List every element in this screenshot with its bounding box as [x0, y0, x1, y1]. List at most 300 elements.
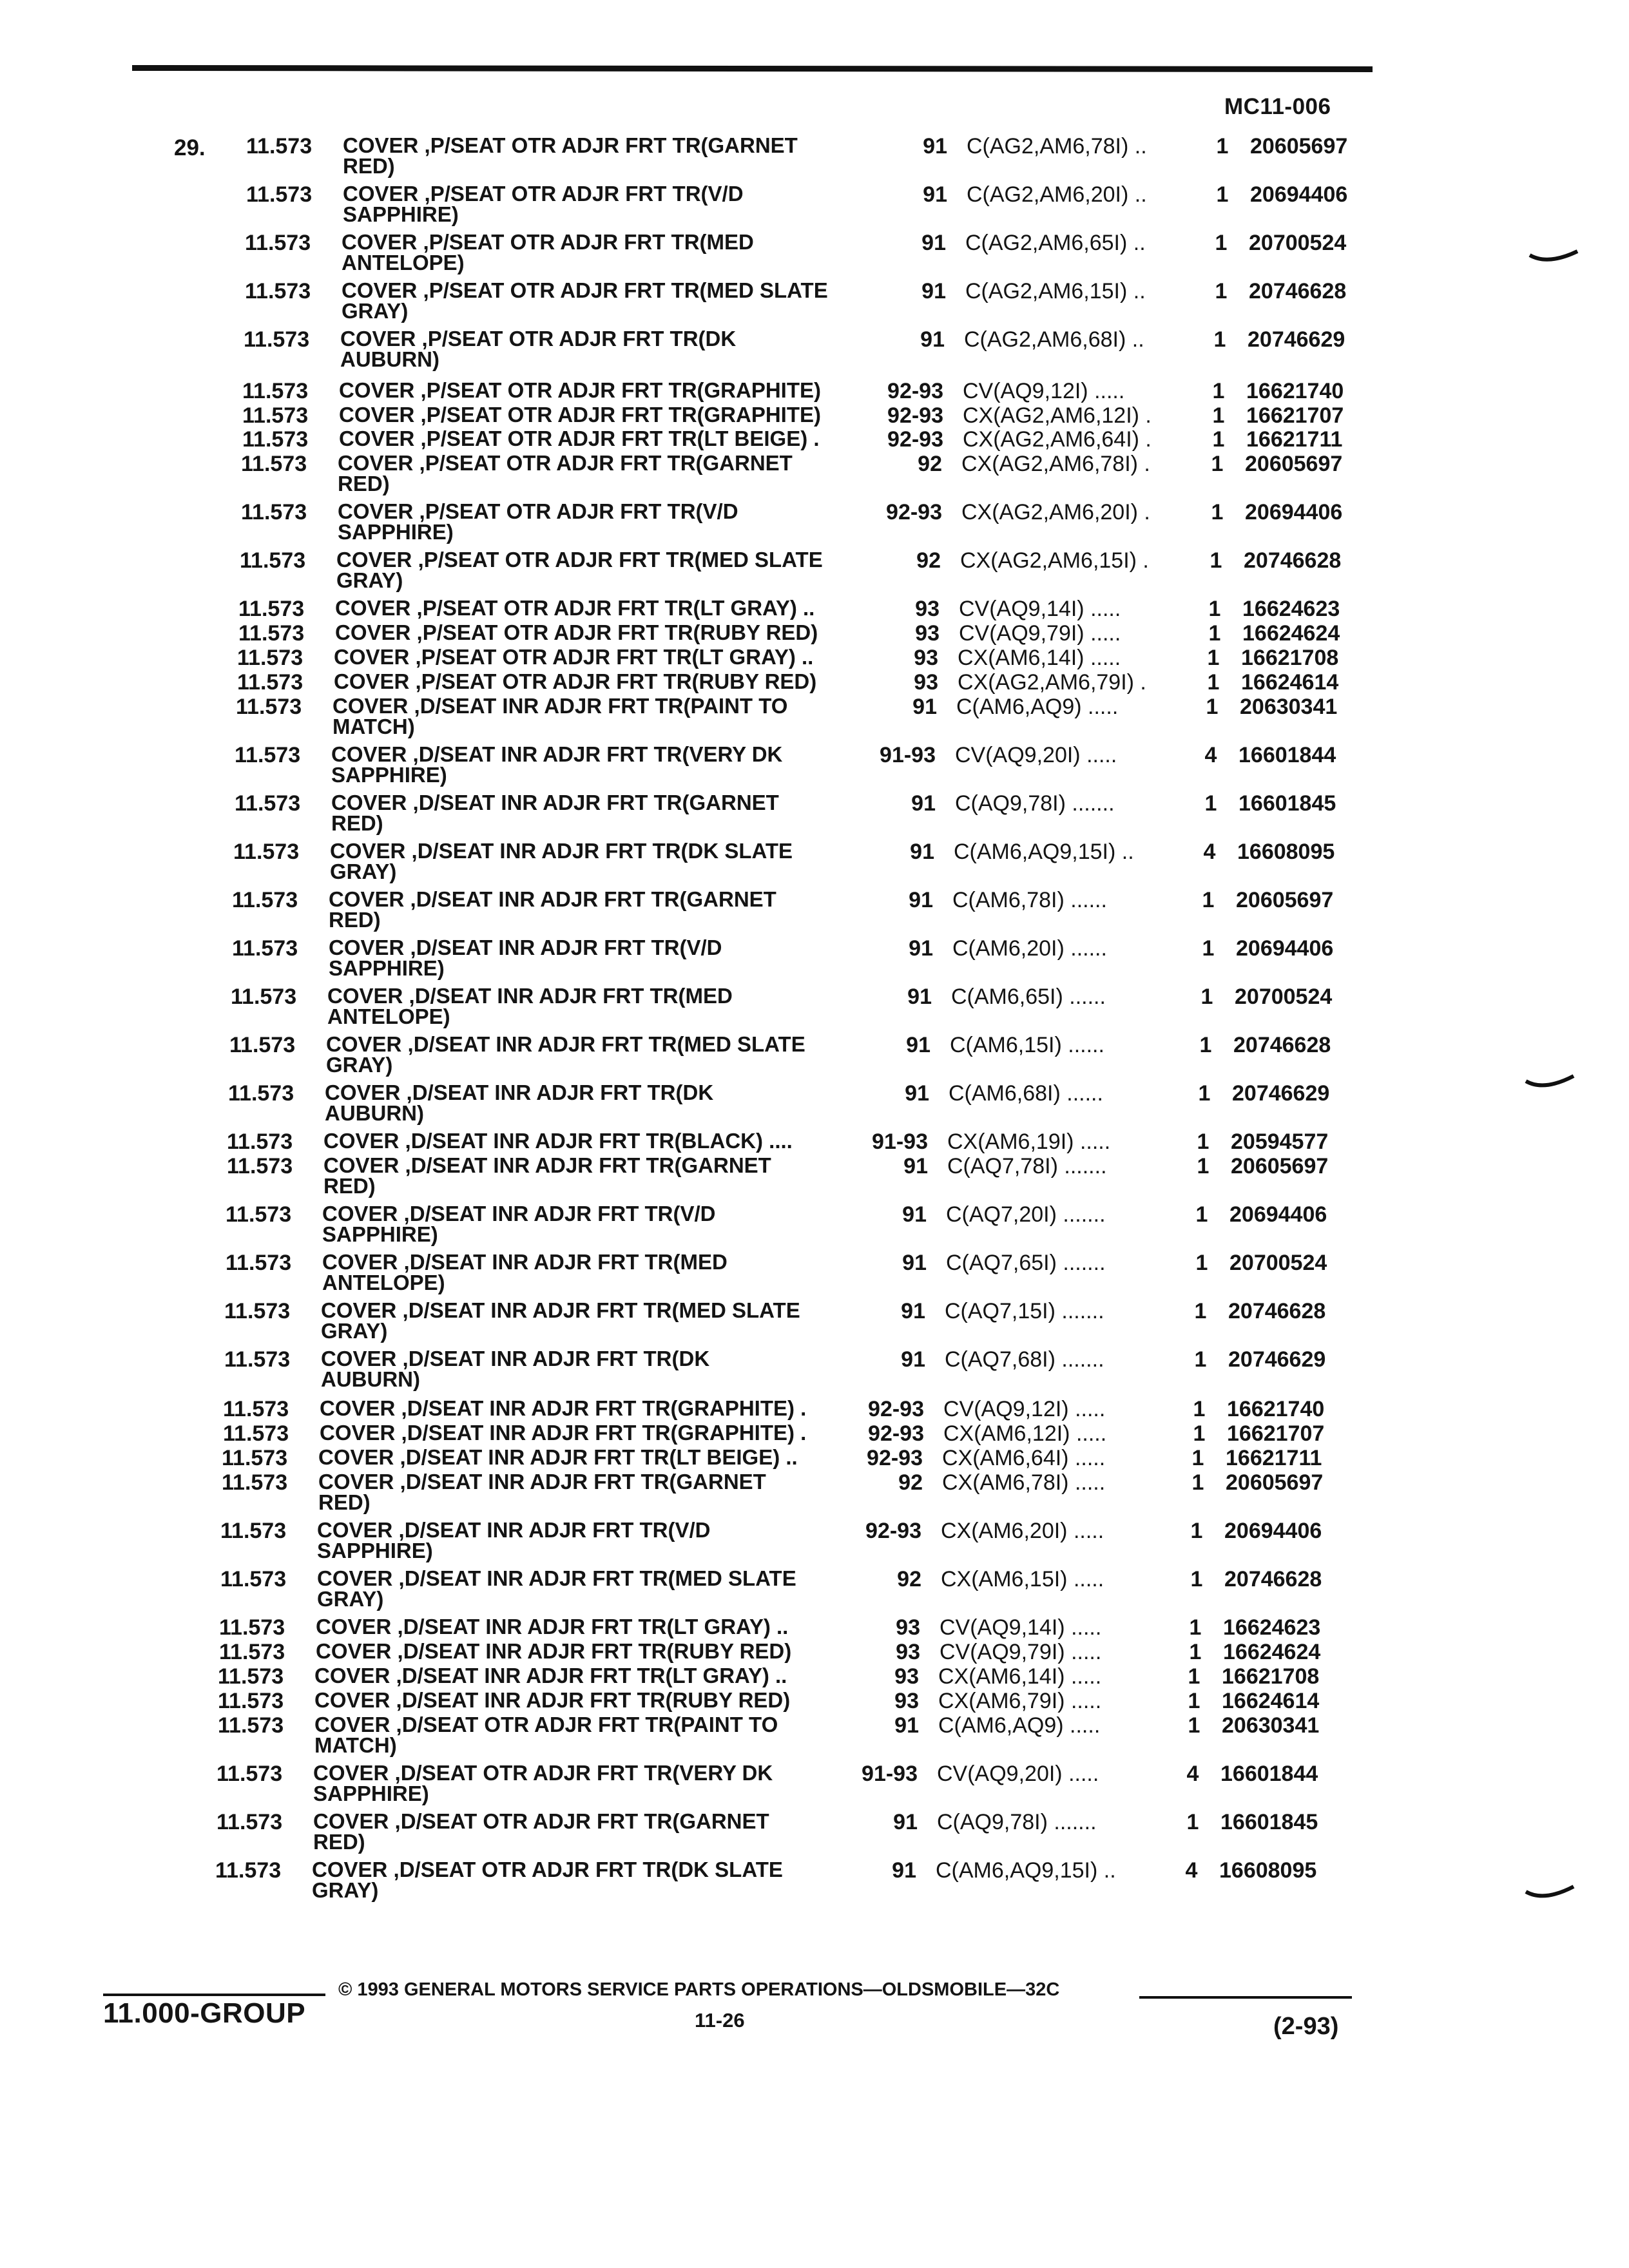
quantity: 1	[1193, 1397, 1206, 1421]
ref-number: 11.573	[241, 452, 307, 476]
usage-code: C(AM6,AQ9) .....	[938, 1713, 1101, 1738]
part-description: COVER ,D/SEAT INR ADJR FRT TR(DK AUBURN)	[325, 1081, 714, 1125]
part-description: COVER ,D/SEAT INR ADJR FRT TR(V/D SAPPHIRE)	[329, 936, 722, 980]
part-number: 16624623	[1223, 1615, 1321, 1640]
quantity: 1	[1215, 279, 1228, 303]
quantity: 1	[1197, 1129, 1210, 1154]
ref-number: 11.573	[226, 1251, 292, 1275]
part-number: 16601844	[1220, 1762, 1318, 1786]
model-years: 91	[901, 1299, 925, 1323]
model-years: 93	[915, 621, 940, 646]
parts-row	[0, 1518, 1629, 1562]
part-number: 20700524	[1249, 231, 1347, 255]
ref-number: 11.573	[237, 646, 304, 670]
ref-number: 11.573	[220, 1519, 287, 1543]
model-years: 91	[907, 985, 932, 1009]
usage-code: CX(AM6,15I) .....	[941, 1567, 1104, 1591]
quantity: 1	[1211, 452, 1224, 476]
part-description: COVER ,P/SEAT OTR ADJR FRT TR(LT GRAY) ..	[334, 645, 814, 669]
part-number: 20605697	[1231, 1154, 1329, 1178]
part-number: 20746628	[1244, 548, 1342, 573]
usage-code: CX(AG2,AM6,20I) .	[961, 500, 1150, 524]
quantity: 1	[1188, 1689, 1200, 1713]
model-years: 92	[916, 548, 941, 573]
part-number: 20630341	[1222, 1713, 1320, 1738]
usage-code: CX(AM6,14I) .....	[958, 646, 1121, 670]
ref-number: 11.573	[227, 1154, 293, 1178]
ref-number: 11.573	[242, 403, 309, 428]
model-years: 91-93	[880, 743, 936, 767]
ref-number: 11.573	[241, 500, 307, 524]
model-years: 92-93	[887, 427, 943, 452]
model-years: 91	[901, 1347, 925, 1372]
part-description: COVER ,D/SEAT INR ADJR FRT TR(GRAPHITE) .	[320, 1396, 807, 1420]
part-description: COVER ,P/SEAT OTR ADJR FRT TR(GRAPHITE)	[339, 403, 822, 427]
parts-row	[0, 1761, 1629, 1805]
model-years: 91	[892, 1858, 916, 1883]
quantity: 1	[1208, 621, 1221, 646]
part-description: COVER ,D/SEAT INR ADJR FRT TR(LT GRAY) ..	[316, 1615, 789, 1639]
part-number: 20630341	[1240, 695, 1338, 719]
model-years: 91	[911, 791, 936, 816]
part-description: COVER ,D/SEAT INR ADJR FRT TR(MED SLATE GRAY)	[321, 1298, 800, 1343]
quantity: 1	[1194, 1347, 1207, 1372]
model-years: 92-93	[887, 403, 943, 428]
margin-tick-mark	[1525, 1881, 1570, 1901]
usage-code: C(AG2,AM6,68I) ..	[964, 327, 1144, 352]
quantity: 1	[1190, 1567, 1203, 1591]
quantity: 1	[1190, 1519, 1203, 1543]
part-number: 16621708	[1222, 1664, 1320, 1689]
part-description: COVER ,D/SEAT OTR ADJR FRT TR(DK SLATE GRAY)	[312, 1858, 783, 1902]
quantity: 1	[1191, 1446, 1204, 1470]
ref-number: 11.573	[238, 621, 305, 646]
quantity: 1	[1194, 1299, 1207, 1323]
ref-number: 11.573	[219, 1615, 285, 1640]
model-years: 92	[898, 1470, 923, 1495]
quantity: 4	[1186, 1762, 1199, 1786]
part-description: COVER ,P/SEAT OTR ADJR FRT TR(RUBY RED)	[334, 669, 817, 693]
model-years: 92	[918, 452, 942, 476]
footer-page-number: 11-26	[695, 2009, 745, 2032]
usage-code: CX(AM6,14I) .....	[938, 1664, 1102, 1689]
parts-row	[0, 1250, 1629, 1294]
parts-row	[0, 548, 1629, 592]
part-description: COVER ,D/SEAT INR ADJR FRT TR(VERY DK SAPPHIRE)	[331, 742, 783, 787]
model-years: 91	[893, 1810, 918, 1834]
part-number: 16601844	[1239, 743, 1336, 767]
part-description: COVER ,D/SEAT OTR ADJR FRT TR(GARNET RED)	[313, 1809, 769, 1854]
ref-number: 11.573	[246, 134, 313, 159]
parts-row	[0, 230, 1629, 274]
part-number: 20694406	[1224, 1519, 1322, 1543]
part-description: COVER ,D/SEAT INR ADJR FRT TR(LT GRAY) ..	[314, 1664, 787, 1687]
ref-number: 11.573	[231, 985, 297, 1009]
part-description: COVER ,P/SEAT OTR ADJR FRT TR(MED SLATE GRAY)	[342, 278, 828, 323]
ref-number: 11.573	[219, 1640, 285, 1664]
parts-row	[0, 451, 1629, 495]
part-description: COVER ,D/SEAT OTR ADJR FRT TR(VERY DK SAPPHIRE)	[313, 1761, 773, 1805]
part-description: COVER ,D/SEAT OTR ADJR FRT TR(PAINT TO MATCH)	[314, 1713, 778, 1757]
part-number: 20746628	[1228, 1299, 1326, 1323]
model-years: 91	[909, 888, 933, 912]
quantity: 1	[1189, 1640, 1202, 1664]
part-description: COVER ,P/SEAT OTR ADJR FRT TR(GRAPHITE)	[339, 378, 822, 402]
ref-number: 11.573	[240, 548, 306, 573]
ref-number: 11.573	[217, 1762, 283, 1786]
model-years: 91	[906, 1033, 930, 1057]
usage-code: CV(AQ9,20I) .....	[955, 743, 1117, 767]
usage-code: C(AG2,AM6,20I) ..	[967, 182, 1147, 207]
model-years: 91	[921, 231, 946, 255]
quantity: 1	[1216, 182, 1229, 207]
usage-code: CX(AM6,64I) .....	[942, 1446, 1106, 1470]
parts-row	[0, 791, 1629, 835]
quantity: 1	[1202, 888, 1215, 912]
quantity: 1	[1193, 1421, 1206, 1446]
parts-row	[0, 1713, 1629, 1757]
part-number: 20700524	[1229, 1251, 1327, 1275]
usage-code: C(AQ7,65I) .......	[946, 1251, 1106, 1275]
footer-rule-left	[103, 1994, 325, 1996]
usage-code: C(AQ9,78I) .......	[937, 1810, 1097, 1834]
ref-number: 11.573	[245, 231, 311, 255]
quantity: 1	[1212, 403, 1225, 428]
parts-row	[0, 182, 1629, 226]
quantity: 1	[1212, 427, 1225, 452]
quantity: 1	[1207, 670, 1220, 695]
model-years: 92	[897, 1567, 921, 1591]
part-description: COVER ,D/SEAT INR ADJR FRT TR(LT BEIGE) ..	[318, 1445, 798, 1469]
footer-date-code: (2-93)	[1273, 2013, 1339, 2040]
ref-number: 11.573	[229, 1033, 296, 1057]
ref-number: 11.573	[244, 327, 310, 352]
parts-row	[0, 887, 1629, 932]
ref-number: 11.573	[215, 1858, 282, 1883]
part-description: COVER ,P/SEAT OTR ADJR FRT TR(LT GRAY) ..	[335, 596, 815, 620]
ref-number: 11.573	[236, 695, 302, 719]
usage-code: CX(AG2,AM6,79I) .	[958, 670, 1146, 695]
parts-row	[0, 742, 1629, 787]
ref-number: 11.573	[238, 597, 305, 621]
model-years: 93	[894, 1689, 919, 1713]
part-description: COVER ,P/SEAT OTR ADJR FRT TR(GARNET RED)	[338, 451, 793, 495]
usage-code: C(AG2,AM6,65I) ..	[965, 231, 1146, 255]
model-years: 92-93	[867, 1446, 923, 1470]
usage-code: C(AM6,78I) ......	[952, 888, 1107, 912]
part-number: 20694406	[1229, 1202, 1327, 1227]
part-description: COVER ,P/SEAT OTR ADJR FRT TR(RUBY RED)	[335, 620, 818, 644]
parts-row	[0, 1153, 1629, 1198]
part-description: COVER ,D/SEAT INR ADJR FRT TR(MED SLATE GRAY)	[317, 1566, 796, 1611]
part-description: COVER ,D/SEAT INR ADJR FRT TR(MED ANTELOPE)	[322, 1250, 728, 1294]
part-number: 20700524	[1235, 985, 1333, 1009]
ref-number: 11.573	[242, 379, 309, 403]
ref-number: 11.573	[246, 182, 313, 207]
usage-code: CV(AQ9,12I) .....	[943, 1397, 1106, 1421]
ref-number: 11.573	[237, 670, 304, 695]
parts-row	[0, 1298, 1629, 1343]
quantity: 1	[1212, 379, 1225, 403]
usage-code: CX(AG2,AM6,78I) .	[961, 452, 1150, 476]
part-number: 20746629	[1248, 327, 1345, 352]
parts-row	[0, 694, 1629, 738]
part-number: 16621707	[1227, 1421, 1325, 1446]
model-years: 91	[909, 936, 933, 961]
ref-number: 11.573	[227, 1129, 293, 1154]
usage-code: CV(AQ9,79I) .....	[940, 1640, 1102, 1664]
usage-code: C(AM6,15I) ......	[950, 1033, 1104, 1057]
usage-code: CV(AQ9,20I) .....	[937, 1762, 1099, 1786]
footer-copyright: © 1993 GENERAL MOTORS SERVICE PARTS OPERATIONS—OLDSMOBILE—32C	[338, 1979, 1060, 2000]
quantity: 1	[1186, 1810, 1199, 1834]
quantity: 1	[1215, 231, 1228, 255]
model-years: 91	[912, 695, 937, 719]
ref-number: 11.573	[223, 1397, 289, 1421]
usage-code: C(AG2,AM6,15I) ..	[965, 279, 1146, 303]
usage-code: CV(AQ9,12I) .....	[963, 379, 1125, 403]
ref-number: 11.573	[220, 1567, 287, 1591]
model-years: 91	[923, 182, 947, 207]
page-code: MC11-006	[1224, 94, 1331, 119]
part-number: 16624614	[1222, 1689, 1320, 1713]
parts-row	[0, 327, 1629, 371]
usage-code: CV(AQ9,14I) .....	[959, 597, 1121, 621]
part-number: 16621707	[1246, 403, 1344, 428]
part-description: COVER ,P/SEAT OTR ADJR FRT TR(V/D SAPPHIRE)	[338, 499, 738, 544]
quantity: 4	[1185, 1858, 1198, 1883]
part-description: COVER ,P/SEAT OTR ADJR FRT TR(MED ANTELOPE)	[342, 230, 754, 274]
usage-code: C(AQ7,20I) .......	[946, 1202, 1106, 1227]
model-years: 93	[896, 1615, 920, 1640]
usage-code: CX(AM6,12I) .....	[943, 1421, 1107, 1446]
model-years: 92-93	[868, 1397, 924, 1421]
quantity: 1	[1195, 1251, 1208, 1275]
part-number: 16621711	[1246, 427, 1343, 452]
model-years: 93	[894, 1664, 919, 1689]
quantity: 1	[1188, 1713, 1200, 1738]
model-years: 93	[896, 1640, 920, 1664]
part-number: 16621711	[1226, 1446, 1322, 1470]
footer-group-label: 11.000-GROUP	[103, 1997, 306, 2029]
part-number: 20605697	[1236, 888, 1334, 912]
part-description: COVER ,D/SEAT INR ADJR FRT TR(V/D SAPPHIRE)	[317, 1518, 711, 1562]
model-years: 91	[903, 1154, 928, 1178]
part-number: 20746628	[1249, 279, 1347, 303]
quantity: 4	[1204, 743, 1217, 767]
usage-code: CX(AG2,AM6,64I) .	[963, 427, 1152, 452]
usage-code: C(AM6,AQ9,15I) ..	[936, 1858, 1116, 1883]
quantity: 1	[1200, 985, 1213, 1009]
model-years: 91	[910, 840, 934, 864]
ref-number: 11.573	[217, 1810, 283, 1834]
model-years: 93	[914, 646, 938, 670]
part-description: COVER ,P/SEAT OTR ADJR FRT TR(MED SLATE GRAY)	[336, 548, 823, 592]
ref-number: 11.573	[233, 840, 300, 864]
part-description: COVER ,D/SEAT INR ADJR FRT TR(GARNET RED)	[318, 1470, 766, 1514]
part-number: 20605697	[1250, 134, 1348, 159]
margin-tick-mark	[1528, 244, 1574, 263]
model-years: 91	[894, 1713, 919, 1738]
ref-number: 11.573	[224, 1347, 291, 1372]
parts-row	[0, 984, 1629, 1028]
usage-code: CX(AG2,AM6,15I) .	[960, 548, 1149, 573]
part-number: 20746628	[1233, 1033, 1331, 1057]
part-number: 16621708	[1241, 646, 1339, 670]
part-number: 16621740	[1227, 1397, 1325, 1421]
part-description: COVER ,P/SEAT OTR ADJR FRT TR(V/D SAPPHIRE)	[343, 182, 744, 226]
model-years: 93	[914, 670, 938, 695]
part-number: 16624623	[1242, 597, 1340, 621]
ref-number: 11.573	[226, 1202, 292, 1227]
ref-number: 11.573	[242, 427, 309, 452]
part-number: 16608095	[1219, 1858, 1317, 1883]
usage-code: CX(AG2,AM6,12I) .	[963, 403, 1152, 428]
quantity: 4	[1203, 840, 1216, 864]
ref-number: 11.573	[222, 1446, 288, 1470]
ref-number: 11.573	[222, 1470, 288, 1495]
quantity: 1	[1197, 1154, 1210, 1178]
model-years: 91	[921, 279, 946, 303]
part-number: 20746628	[1224, 1567, 1322, 1591]
part-description: COVER ,D/SEAT INR ADJR FRT TR(MED SLATE GRAY)	[326, 1032, 805, 1077]
usage-code: C(AQ7,78I) .......	[947, 1154, 1107, 1178]
part-description: COVER ,D/SEAT INR ADJR FRT TR(DK AUBURN)	[321, 1347, 710, 1391]
model-years: 91-93	[862, 1762, 918, 1786]
parts-row	[0, 1858, 1629, 1902]
part-number: 20605697	[1245, 452, 1343, 476]
quantity: 1	[1189, 1615, 1202, 1640]
part-description: COVER ,D/SEAT INR ADJR FRT TR(DK SLATE GRAY)	[330, 839, 793, 883]
usage-code: CV(AQ9,14I) .....	[940, 1615, 1102, 1640]
model-years: 92-93	[865, 1519, 921, 1543]
model-years: 91	[902, 1202, 927, 1227]
quantity: 1	[1199, 1033, 1212, 1057]
parts-row	[0, 1347, 1629, 1391]
model-years: 92-93	[868, 1421, 924, 1446]
part-description: COVER ,D/SEAT INR ADJR FRT TR(MED ANTELOPE)	[327, 984, 733, 1028]
part-description: COVER ,D/SEAT INR ADJR FRT TR(RUBY RED)	[316, 1639, 792, 1663]
usage-code: C(AQ7,15I) .......	[945, 1299, 1104, 1323]
part-description: COVER ,D/SEAT INR ADJR FRT TR(RUBY RED)	[314, 1688, 791, 1712]
ref-number: 11.573	[232, 888, 298, 912]
part-number: 20694406	[1250, 182, 1348, 207]
part-description: COVER ,P/SEAT OTR ADJR FRT TR(DK AUBURN)	[340, 327, 737, 371]
ref-number: 11.573	[218, 1689, 284, 1713]
ref-number: 11.573	[218, 1713, 284, 1738]
quantity: 1	[1206, 695, 1219, 719]
usage-code: C(AQ9,78I) .......	[955, 791, 1115, 816]
quantity: 1	[1216, 134, 1229, 159]
quantity: 1	[1202, 936, 1215, 961]
quantity: 1	[1188, 1664, 1200, 1689]
part-description: COVER ,D/SEAT INR ADJR FRT TR(GRAPHITE) .	[320, 1421, 807, 1445]
parts-row	[0, 1032, 1629, 1077]
parts-row	[0, 1081, 1629, 1125]
quantity: 1	[1195, 1202, 1208, 1227]
parts-row	[0, 133, 1629, 178]
part-number: 16608095	[1237, 840, 1335, 864]
usage-code: C(AM6,65I) ......	[951, 985, 1106, 1009]
part-number: 16601845	[1239, 791, 1336, 816]
ref-number: 11.573	[235, 743, 301, 767]
ref-number: 11.573	[223, 1421, 289, 1446]
parts-row	[0, 1202, 1629, 1246]
ref-number: 11.573	[232, 936, 298, 961]
model-years: 91-93	[872, 1129, 928, 1154]
usage-code: C(AM6,20I) ......	[952, 936, 1107, 961]
ref-number: 11.573	[245, 279, 311, 303]
part-number: 16601845	[1220, 1810, 1318, 1834]
quantity: 1	[1213, 327, 1226, 352]
model-years: 92-93	[887, 379, 943, 403]
quantity: 1	[1210, 548, 1222, 573]
usage-code: CX(AM6,19I) .....	[947, 1129, 1111, 1154]
usage-code: CX(AM6,78I) .....	[942, 1470, 1106, 1495]
margin-tick-mark	[1525, 1071, 1570, 1090]
part-description: COVER ,D/SEAT INR ADJR FRT TR(BLACK) ....	[323, 1129, 793, 1153]
ref-number: 11.573	[218, 1664, 284, 1689]
model-years: 92-93	[886, 500, 942, 524]
parts-row	[0, 1470, 1629, 1514]
footer-rule-right	[1139, 1996, 1352, 1999]
model-years: 91	[905, 1081, 929, 1106]
part-number: 20746629	[1228, 1347, 1326, 1372]
parts-row	[0, 839, 1629, 883]
section-item-number: 29.	[174, 135, 206, 160]
part-description: COVER ,D/SEAT INR ADJR FRT TR(GARNET RED)	[323, 1153, 771, 1198]
parts-row	[0, 1809, 1629, 1854]
parts-row	[0, 936, 1629, 980]
part-description: COVER ,P/SEAT OTR ADJR FRT TR(GARNET RED)	[343, 133, 798, 178]
part-description: COVER ,P/SEAT OTR ADJR FRT TR(LT BEIGE) .	[339, 427, 820, 450]
ref-number: 11.573	[224, 1299, 291, 1323]
part-number: 16624624	[1223, 1640, 1321, 1664]
model-years: 93	[915, 597, 940, 621]
model-years: 91	[902, 1251, 927, 1275]
usage-code: C(AM6,68I) ......	[949, 1081, 1103, 1106]
part-description: COVER ,D/SEAT INR ADJR FRT TR(PAINT TO MATCH)	[333, 694, 788, 738]
usage-code: CV(AQ9,79I) .....	[959, 621, 1121, 646]
usage-code: CX(AM6,79I) .....	[938, 1689, 1102, 1713]
model-years: 91	[920, 327, 945, 352]
ref-number: 11.573	[228, 1081, 294, 1106]
usage-code: C(AQ7,68I) .......	[945, 1347, 1104, 1372]
quantity: 1	[1208, 597, 1221, 621]
usage-code: C(AM6,AQ9) .....	[956, 695, 1119, 719]
ref-number: 11.573	[235, 791, 301, 816]
part-number: 20594577	[1231, 1129, 1329, 1154]
part-number: 20694406	[1236, 936, 1334, 961]
quantity: 1	[1198, 1081, 1211, 1106]
part-number: 16624614	[1241, 670, 1339, 695]
part-description: COVER ,D/SEAT INR ADJR FRT TR(GARNET RED)	[331, 791, 779, 835]
usage-code: CX(AM6,20I) .....	[941, 1519, 1104, 1543]
parts-row	[0, 278, 1629, 323]
usage-code: C(AG2,AM6,78I) ..	[967, 134, 1147, 159]
part-number: 20605697	[1226, 1470, 1324, 1495]
usage-code: C(AM6,AQ9,15I) ..	[954, 840, 1134, 864]
part-description: COVER ,D/SEAT INR ADJR FRT TR(GARNET RED)	[329, 887, 776, 932]
quantity: 1	[1207, 646, 1220, 670]
quantity: 1	[1191, 1470, 1204, 1495]
part-number: 16624624	[1242, 621, 1340, 646]
quantity: 1	[1211, 500, 1224, 524]
part-description: COVER ,D/SEAT INR ADJR FRT TR(V/D SAPPHIRE)	[322, 1202, 716, 1246]
part-number: 20694406	[1245, 500, 1343, 524]
parts-row	[0, 1566, 1629, 1611]
part-number: 20746629	[1232, 1081, 1330, 1106]
